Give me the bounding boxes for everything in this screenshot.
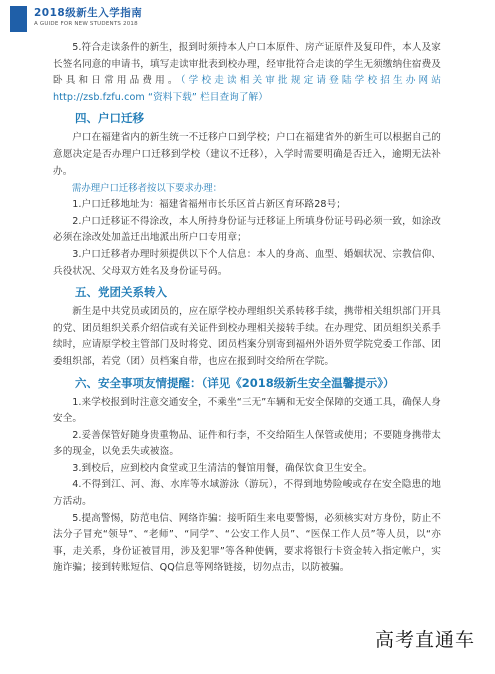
hukou-item-1: 1.户口迁移地址为：福建省福州市长乐区首占新区育环路28号； [72, 199, 346, 211]
safety-item-3: 3.到校后，应到校内食堂或卫生清洁的餐馆用餐，确保饮食卫生安全。 [72, 462, 373, 474]
safety-item-4: 4.不得到江、河、海、水库等水域游泳（游玩），不得到地势险峻或存在安全隐患的地方活动。 [53, 479, 441, 508]
safety-item-5: 5.提高警惕，防范电信、网络诈骗：接听陌生来电要警惕，必须核实对方身份，防止不法分子冒充“领导”、“老师”、“同学”、“公安工作人员”、“医保工作人员”等人员，以“亦事，走关系，身份证被冒用，涉及犯罪”等各种使俩，要求将银行卡资金转入指定帐户，实施诈骗；接到转账短信、QQ信息等网络链接，切勿点击，以防被骗。 [53, 512, 441, 574]
section-heading-6: 六、安全事项友情提醒：（详见《2018级新生安全温馨提示》） [75, 375, 395, 390]
safety-item-1: 1.来学校报到时注意交通安全，不乘坐“三无”车辆和无安全保障的交通工具，确保人身安全。 [53, 396, 441, 425]
header-accent-bar [10, 6, 27, 32]
paragraph-dangtuan: 新生是中共党员或团员的，应在原学校办理组织关系转移手续，携带相关组织部门开具的党、团员组织关系介绍信或有关证件到校办理相关接转手续。在办理党、团员组织关系手续时，应请原学校主管部门及时将党、团员档案分别寄到福州外语外贸学院党委工作部、团委组织部，若党（团）员档案自带，也应在报到时交给所在学院。 [53, 306, 441, 367]
header-title: 2018级新生入学指南 [34, 7, 143, 19]
document-body [53, 40, 441, 577]
header-subtitle: A GUIDE FOR NEW STUDENTS 2018 [34, 21, 138, 27]
watermark-text: 高考直通车 [374, 629, 475, 651]
paragraph-5-text: 5.符合走读条件的新生，报到时须持本人户口本原件、房产证原件及复印件，本人及家长签名同意的申请书，填写走读审批表到校办理，经审批符合走读的学生无须缴纳住宿费及卧具和日常用品费用。 [53, 42, 441, 87]
page-header [0, 0, 495, 34]
section-heading-4: 四、户口迁移 [75, 111, 144, 126]
section-heading-5: 五、党团关系转入 [75, 285, 167, 300]
hukou-item-2: 2.户口迁移证不得涂改，本人所持身份证与迁移证上所填身份证号码必须一致，如涂改必须在涂改处加盖迁出地派出所户口专用章； [53, 215, 441, 244]
paragraph-5-link-note: （学校走读相关审批规定请登陆学校招生办网站 http://zsb.fzfu.com “资料下载” 栏目查询了解） [53, 75, 441, 103]
paragraph-5 [53, 40, 441, 106]
safety-item-2: 2.妥善保管好随身贵重物品、证件和行李，不交给陌生人保管或使用；不要随身携带太多的现金，以免丢失或被盗。 [53, 429, 441, 458]
hukou-item-3: 3.户口迁移者办理时须提供以下个人信息：本人的身高、血型、婚姻状况、宗教信仰、兵役状况、父母双方姓名及身份证号码。 [53, 248, 441, 277]
subheading-hukou: 需办理户口迁移者按以下要求办理： [72, 183, 223, 195]
paragraph-hukou: 户口在福建省内的新生统一不迁移户口到学校；户口在福建省外的新生可以根据自己的意愿决定是否办理户口迁移到学校（建议不迁移），入学时需要明确是否迁入，逾期无法补办。 [53, 132, 441, 177]
